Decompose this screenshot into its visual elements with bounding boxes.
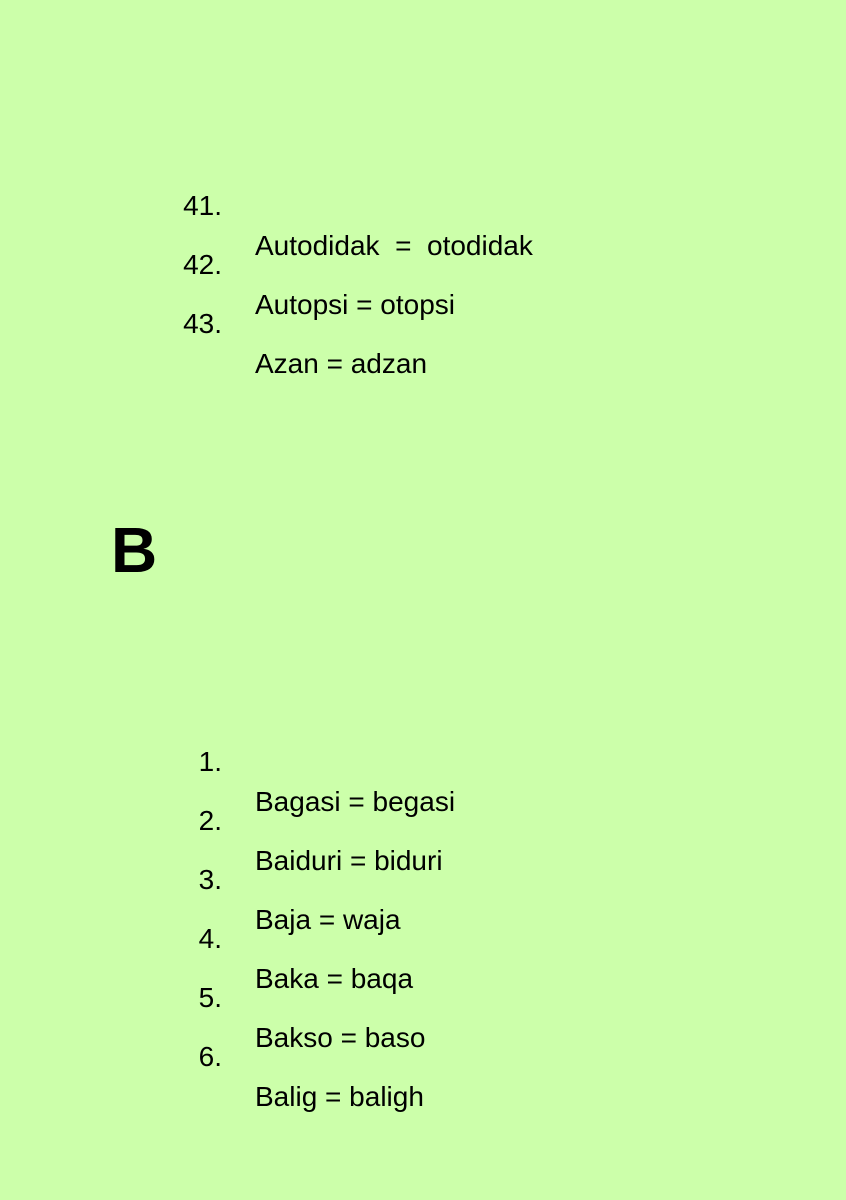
item-number: 42.: [183, 249, 222, 280]
item-number: 4.: [198, 923, 222, 954]
item-text: Baja = waja: [255, 904, 401, 935]
item-text: Baiduri = biduri: [255, 845, 443, 876]
item-text: Azan = adzan: [255, 348, 428, 379]
item-number: 3.: [198, 864, 222, 895]
item-number: 43.: [183, 308, 222, 339]
item-text: Autopsi = otopsi: [255, 289, 456, 320]
item-text: Bakso = baso: [255, 1022, 426, 1053]
item-text: Bagasi = begasi: [255, 786, 456, 817]
item-text: Balig = baligh: [255, 1081, 424, 1112]
item-text: Baka = baqa: [255, 963, 414, 994]
item-number: 1.: [198, 746, 222, 777]
list-item: [0, 146, 533, 261]
item-number: 2.: [198, 805, 222, 836]
list-item: [0, 702, 456, 817]
item-text: Autodidak = otodidak: [255, 230, 533, 261]
item-number: 5.: [198, 982, 222, 1013]
item-number: 41.: [183, 190, 222, 221]
item-number: 6.: [198, 1041, 222, 1072]
section-heading-b: B: [111, 514, 158, 586]
